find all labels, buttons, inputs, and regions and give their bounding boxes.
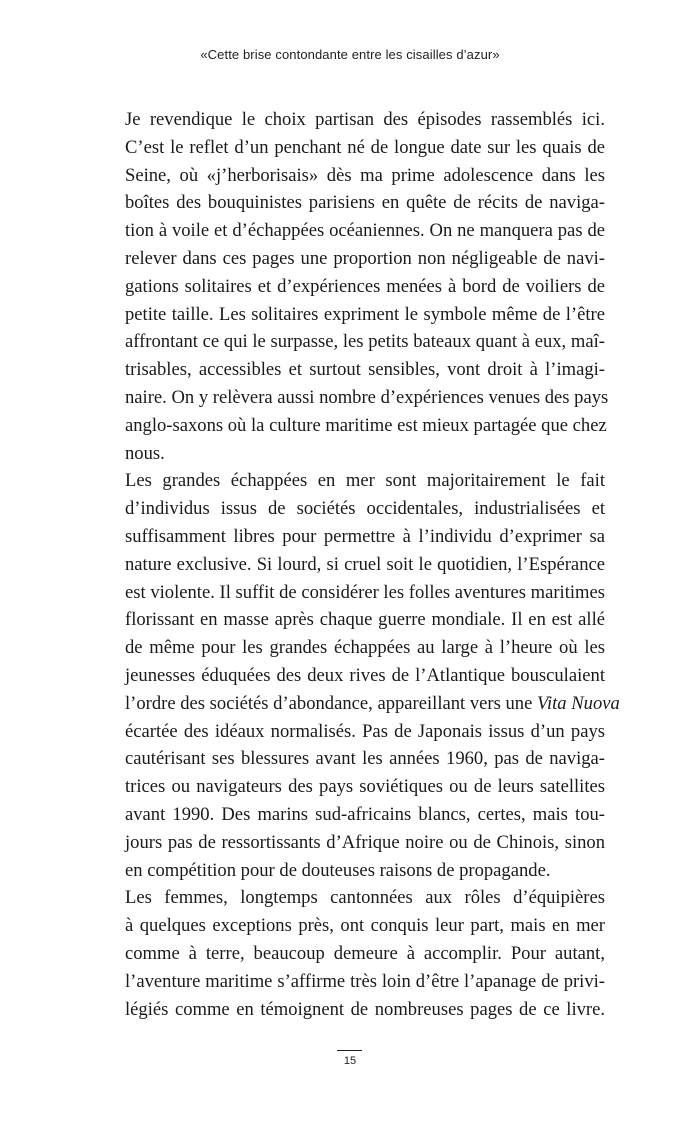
text-line: jours pas de ressortissants d’Afrique noire ou de Chinois, sinon [125,831,605,853]
text-line: nous. [125,442,165,464]
text-line: naire. On y relèvera aussi nombre d’expériences venues des pays [125,386,609,408]
text-line: de même pour les grandes échappées au large à l’heure où les [125,637,605,659]
text-line-with-italic [97,690,620,718]
italic-title: Vita Nuova [537,692,620,714]
text-line: d’individus issus de sociétés occidentales, industrialisées et [125,498,605,520]
text-line: affrontant ce qui le surpasse, les petits bateaux quant à eux, maî- [125,331,605,353]
text-line: boîtes des bouquinistes parisiens en quête de récits de naviga- [125,192,605,214]
text-line: Les grandes échappées en mer sont majoritairement le fait [125,470,605,492]
body-text [97,106,620,1023]
text-line: trisables, accessibles et surtout sensibles, vont droit à l’imagi- [125,359,605,381]
text-line: est violente. Il suffit de considérer les folles aventures maritimes [125,581,605,603]
text-line: comme à terre, beaucoup demeure à accomplir. Pour autant, [125,942,605,964]
text-line: légiés comme en témoignent de nombreuses pages de ce livre. [125,998,605,1020]
text-segment: l’ordre des sociétés d’abondance, appareillant vers une [125,692,537,714]
text-line: gations solitaires et d’expériences menées à bord de voiliers de [125,275,605,297]
paragraph-2 [97,467,620,884]
folio-rule [337,1050,362,1051]
text-line: florissant en masse après chaque guerre mondiale. Il en est allé [125,609,605,631]
text-line: nature exclusive. Si lourd, si cruel soit le quotidien, l’Espérance [125,553,605,575]
text-line: avant 1990. Des marins sud-africains blancs, certes, mais tou- [125,803,605,825]
text-line: Les femmes, longtemps cantonnées aux rôles d’équipières [125,887,605,909]
text-line: jeunesses éduquées des deux rives de l’Atlantique bousculaient [125,664,605,686]
text-line: cautérisant ses blessures avant les années 1960, pas de naviga- [125,748,605,770]
text-line: l’aventure maritime s’affirme très loin d’être l’apanage de privi- [125,970,605,992]
text-line: en compétition pour de douteuses raisons de propagande. [125,859,551,881]
text-line: écartée des idéaux normalisés. Pas de Japonais issus d’un pays [125,720,605,742]
running-head: «Cette brise contondante entre les cisailles d’azur» [200,47,500,62]
paragraph-1 [97,106,609,467]
text-line: trices ou navigateurs des pays soviétiques ou de leurs satellites [125,776,605,798]
text-line: à quelques exceptions près, ont conquis leur part, mais en mer [125,915,605,937]
text-line: Seine, où «j’herborisais» dès ma prime adolescence dans les [125,164,605,186]
text-line: tion à voile et d’échappées océaniennes. On ne manquera pas de [125,220,605,242]
paragraph-3 [97,884,605,1023]
text-line: Je revendique le choix partisan des épisodes rassemblés ici. [125,109,605,130]
text-line: suffisamment libres pour permettre à l’individu d’exprimer sa [125,525,605,547]
text-line: C’est le reflet d’un penchant né de longue date sur les quais de [125,136,605,158]
text-line: petite taille. Les solitaires expriment le symbole même de l’être [125,303,605,325]
text-line: relever dans ces pages une proportion non négligeable de navi- [125,247,605,269]
text-line: anglo-saxons où la culture maritime est mieux partagée que chez [125,414,607,436]
page-number: 15 [343,1055,357,1067]
